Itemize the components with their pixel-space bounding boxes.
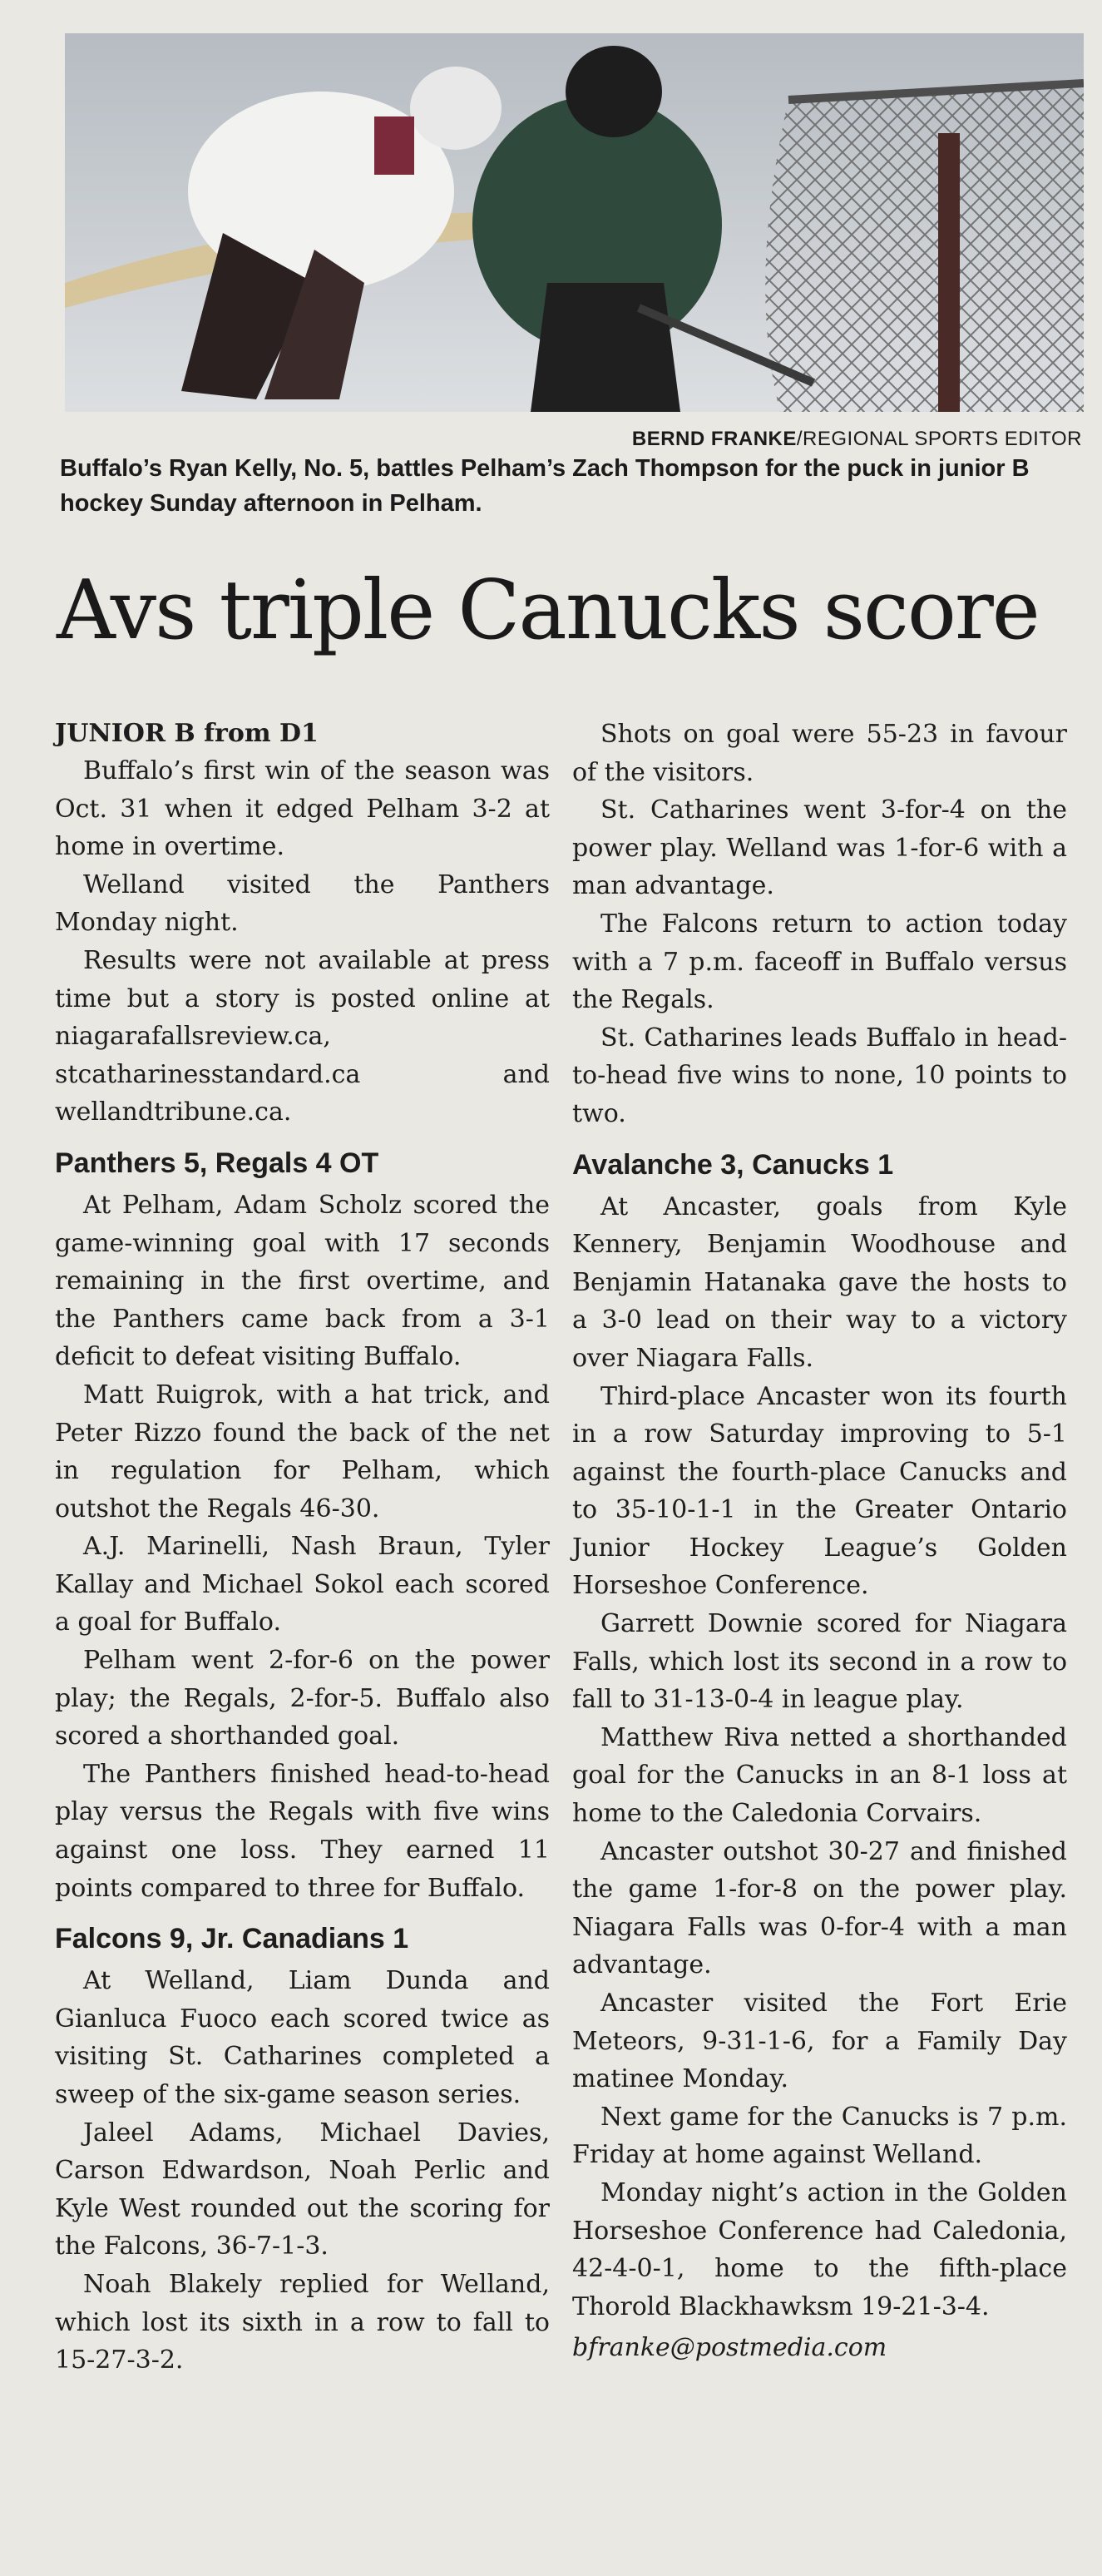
paragraph: The Panthers finished head-to-head play versus the Regals with five wins against one loss. They earned 11 points compared to three for Buffalo.: [55, 1759, 550, 1903]
paragraph: Jaleel Adams, Michael Davies, Carson Edwardson, Noah Perlic and Kyle West rounded out the scoring for the Falcons, 36-7-1-3.: [55, 2118, 550, 2261]
paragraph: Welland visited the Panthers Monday night.: [55, 869, 550, 938]
paragraph: Ancaster outshot 30-27 and finished the game 1-for-8 on the power play. Niagara Falls was 0-for-4 with a man advantage.: [572, 1836, 1067, 1980]
hockey-photo-image: [65, 33, 1084, 412]
paragraph: Pelham went 2-for-6 on the power play; the Regals, 2-for-5. Buffalo also scored a shorthanded goal.: [55, 1646, 550, 1751]
photo-credit-name: BERND FRANKE: [631, 428, 797, 450]
photo-credit: [632, 428, 1082, 451]
paragraph: Garrett Downie scored for Niagara Falls, which lost its second in a row to fall to 31-13-0-4 in league play.: [572, 1609, 1067, 1715]
paragraph: Next game for the Canucks is 7 p.m. Friday at home against Welland.: [572, 2102, 1067, 2170]
paragraph: Buffalo’s first win of the season was Oct. 31 when it edged Pelham 3-2 at home in overtime.: [55, 756, 550, 862]
paragraph: At Pelham, Adam Scholz scored the game-winning goal with 17 seconds remaining in the first overtime, and the Panthers came back from a 3-1 deficit to defeat visiting Buffalo.: [55, 1190, 550, 1372]
paragraph: Third-place Ancaster won its fourth in a row Saturday improving to 5-1 against the fourth-place Canucks and to 35-10-1-1 in the Greater Ontario Junior Hockey League’s Golden Horseshoe Conference.: [572, 1381, 1067, 1601]
paragraph: A.J. Marinelli, Nash Braun, Tyler Kallay and Michael Sokol each scored a goal for Buffalo.: [55, 1532, 550, 1637]
section-heading-falcons-jr-canadians: Falcons 9, Jr. Canadians 1: [55, 1923, 409, 1955]
paragraph: At Ancaster, goals from Kyle Kennery, Benjamin Woodhouse and Benjamin Hatanaka gave the hosts to a 3-0 lead on their way to a victory over Niagara Falls.: [572, 1191, 1067, 1373]
paragraph: Matt Ruigrok, with a hat trick, and Peter Rizzo found the back of the net in regulation for Pelham, which outshot the Regals 46-30.: [55, 1380, 550, 1523]
headline: Avs triple Canucks score: [57, 563, 1039, 658]
paragraph: At Welland, Liam Dunda and Gianluca Fuoco each scored twice as visiting St. Catharines completed a sweep of the six-game season series.: [55, 1966, 550, 2109]
paragraph: Noah Blakely replied for Welland, which lost its sixth in a row to fall to 15-27-3-2.: [55, 2269, 550, 2375]
photo-credit-title: /REGIONAL SPORTS EDITOR: [796, 428, 1082, 450]
paragraph: St. Catharines went 3-for-4 on the power play. Welland was 1-for-6 with a man advantage.: [572, 795, 1067, 901]
paragraph: Matthew Riva netted a shorthanded goal for the Canucks in an 8-1 loss at home to the Caledonia Corvairs.: [572, 1722, 1067, 1829]
left-column: [55, 716, 550, 2380]
section-heading-avalanche-canucks: Avalanche 3, Canucks 1: [572, 1148, 894, 1181]
section-heading-panthers-regals: Panthers 5, Regals 4 OT: [55, 1147, 379, 1179]
paragraph: Ancaster visited the Fort Erie Meteors, 9-31-1-6, for a Family Day matinee Monday.: [572, 1989, 1067, 2094]
paragraph: The Falcons return to action today with a 7 p.m. faceoff in Buffalo versus the Regals.: [572, 909, 1067, 1015]
paragraph: Results were not available at press time but a story is posted online at niagarafallsreview.ca, stcatharinesstandard.ca and wellandtribune.ca.: [55, 945, 550, 1127]
section-heading-junior-b: JUNIOR B from D1: [55, 719, 319, 748]
paragraph: Monday night’s action in the Golden Horseshoe Conference had Caledonia, 42-4-0-1, home to the fifth-place Thorold Blackhawksm 19-21-3-4.: [572, 2177, 1067, 2321]
author-email: bfranke@postmedia.com: [572, 2333, 887, 2363]
paragraph: Shots on goal were 55-23 in favour of the visitors.: [572, 720, 1067, 787]
right-column: [572, 716, 1067, 2366]
photo-caption: Buffalo’s Ryan Kelly, No. 5, battles Pelham’s Zach Thompson for the puck in junior B hockey Sunday afternoon in Pelham.: [60, 455, 1030, 517]
hockey-photo: [65, 33, 1084, 412]
paragraph: St. Catharines leads Buffalo in head-to-head five wins to none, 10 points to two.: [572, 1023, 1067, 1128]
